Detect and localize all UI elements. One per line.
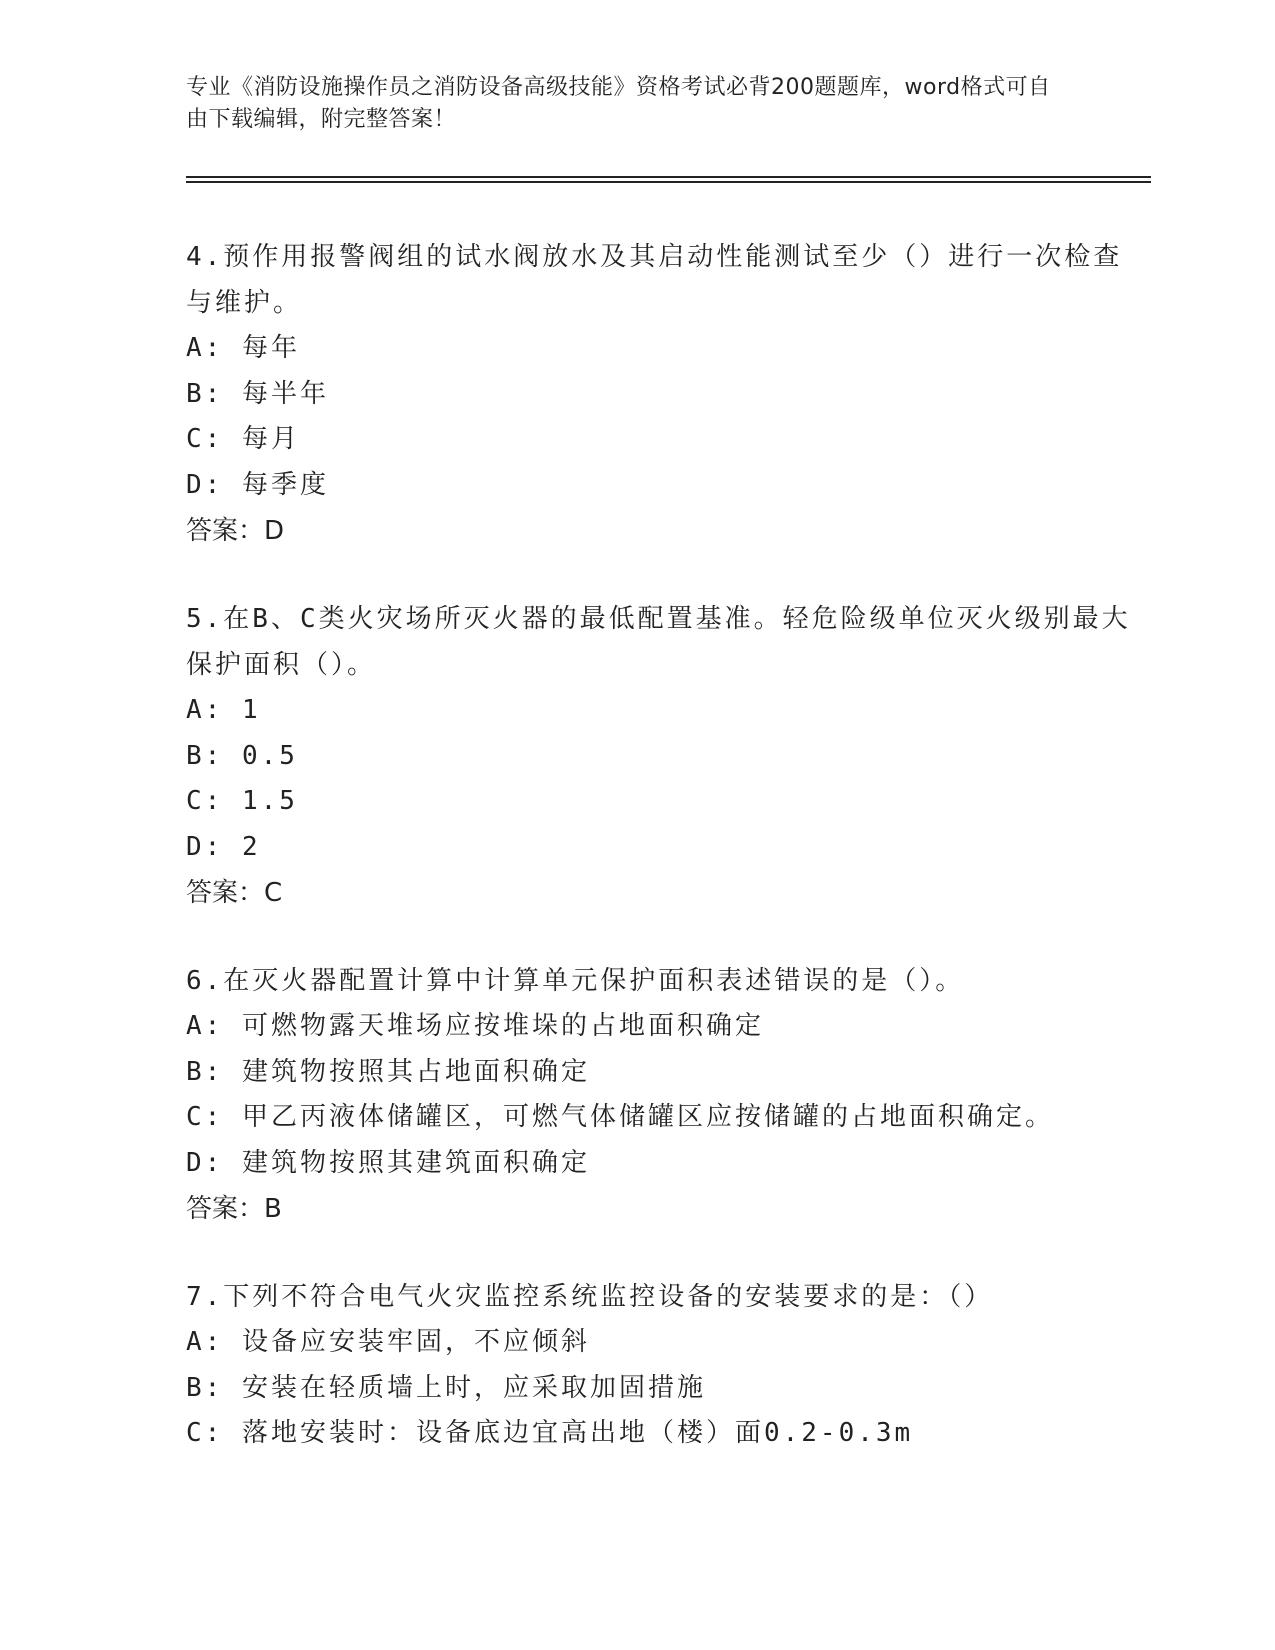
header-divider-bottom	[186, 181, 1151, 183]
option-b: B: 0.5	[186, 740, 298, 771]
option-b: B: 每半年	[186, 378, 329, 409]
question-list	[186, 234, 1146, 1499]
option-d: D: 每季度	[186, 469, 329, 500]
answer-label: 答案：D	[186, 516, 285, 546]
question-5	[186, 596, 1146, 916]
option-d: D: 2	[186, 831, 261, 862]
document-header: 专业《消防设施操作员之消防设备高级技能》资格考试必背200题题库，word格式可自由下载编辑，附完整答案！	[186, 75, 1051, 132]
option-a: A: 可燃物露天堆场应按堆垛的占地面积确定	[186, 1011, 764, 1041]
option-b: B: 建筑物按照其占地面积确定	[186, 1056, 590, 1087]
question-4	[186, 234, 1146, 554]
question-7	[186, 1274, 1146, 1457]
answer-label: 答案：B	[186, 1194, 282, 1224]
option-c: C: 落地安装时：设备底边宜高出地（楼）面0.2-0.3m	[186, 1418, 914, 1448]
question-stem: 4.预作用报警阀组的试水阀放水及其启动性能测试至少（）进行一次检查与维护。	[186, 242, 1123, 318]
option-b: B: 安装在轻质墙上时，应采取加固措施	[186, 1372, 706, 1403]
question-stem: 6.在灭火器配置计算中计算单元保护面积表述错误的是（）。	[186, 966, 965, 996]
question-6	[186, 958, 1146, 1232]
option-c: C: 每月	[186, 424, 300, 454]
answer-label: 答案：C	[186, 878, 283, 908]
question-stem: 5.在B、C类火灾场所灭火器的最低配置基准。轻危险级单位灭火级别最大保护面积（）。	[186, 604, 1131, 680]
option-c: C: 1.5	[186, 786, 298, 816]
option-c: C: 甲乙丙液体储罐区，可燃气体储罐区应按储罐的占地面积确定。	[186, 1102, 1054, 1132]
option-a: A: 1	[186, 695, 261, 725]
option-a: A: 每年	[186, 333, 300, 363]
question-stem: 7.下列不符合电气火灾监控系统监控设备的安装要求的是：（）	[186, 1282, 994, 1312]
option-a: A: 设备应安装牢固，不应倾斜	[186, 1327, 590, 1357]
option-d: D: 建筑物按照其建筑面积确定	[186, 1147, 590, 1178]
header-divider-top	[186, 176, 1151, 178]
